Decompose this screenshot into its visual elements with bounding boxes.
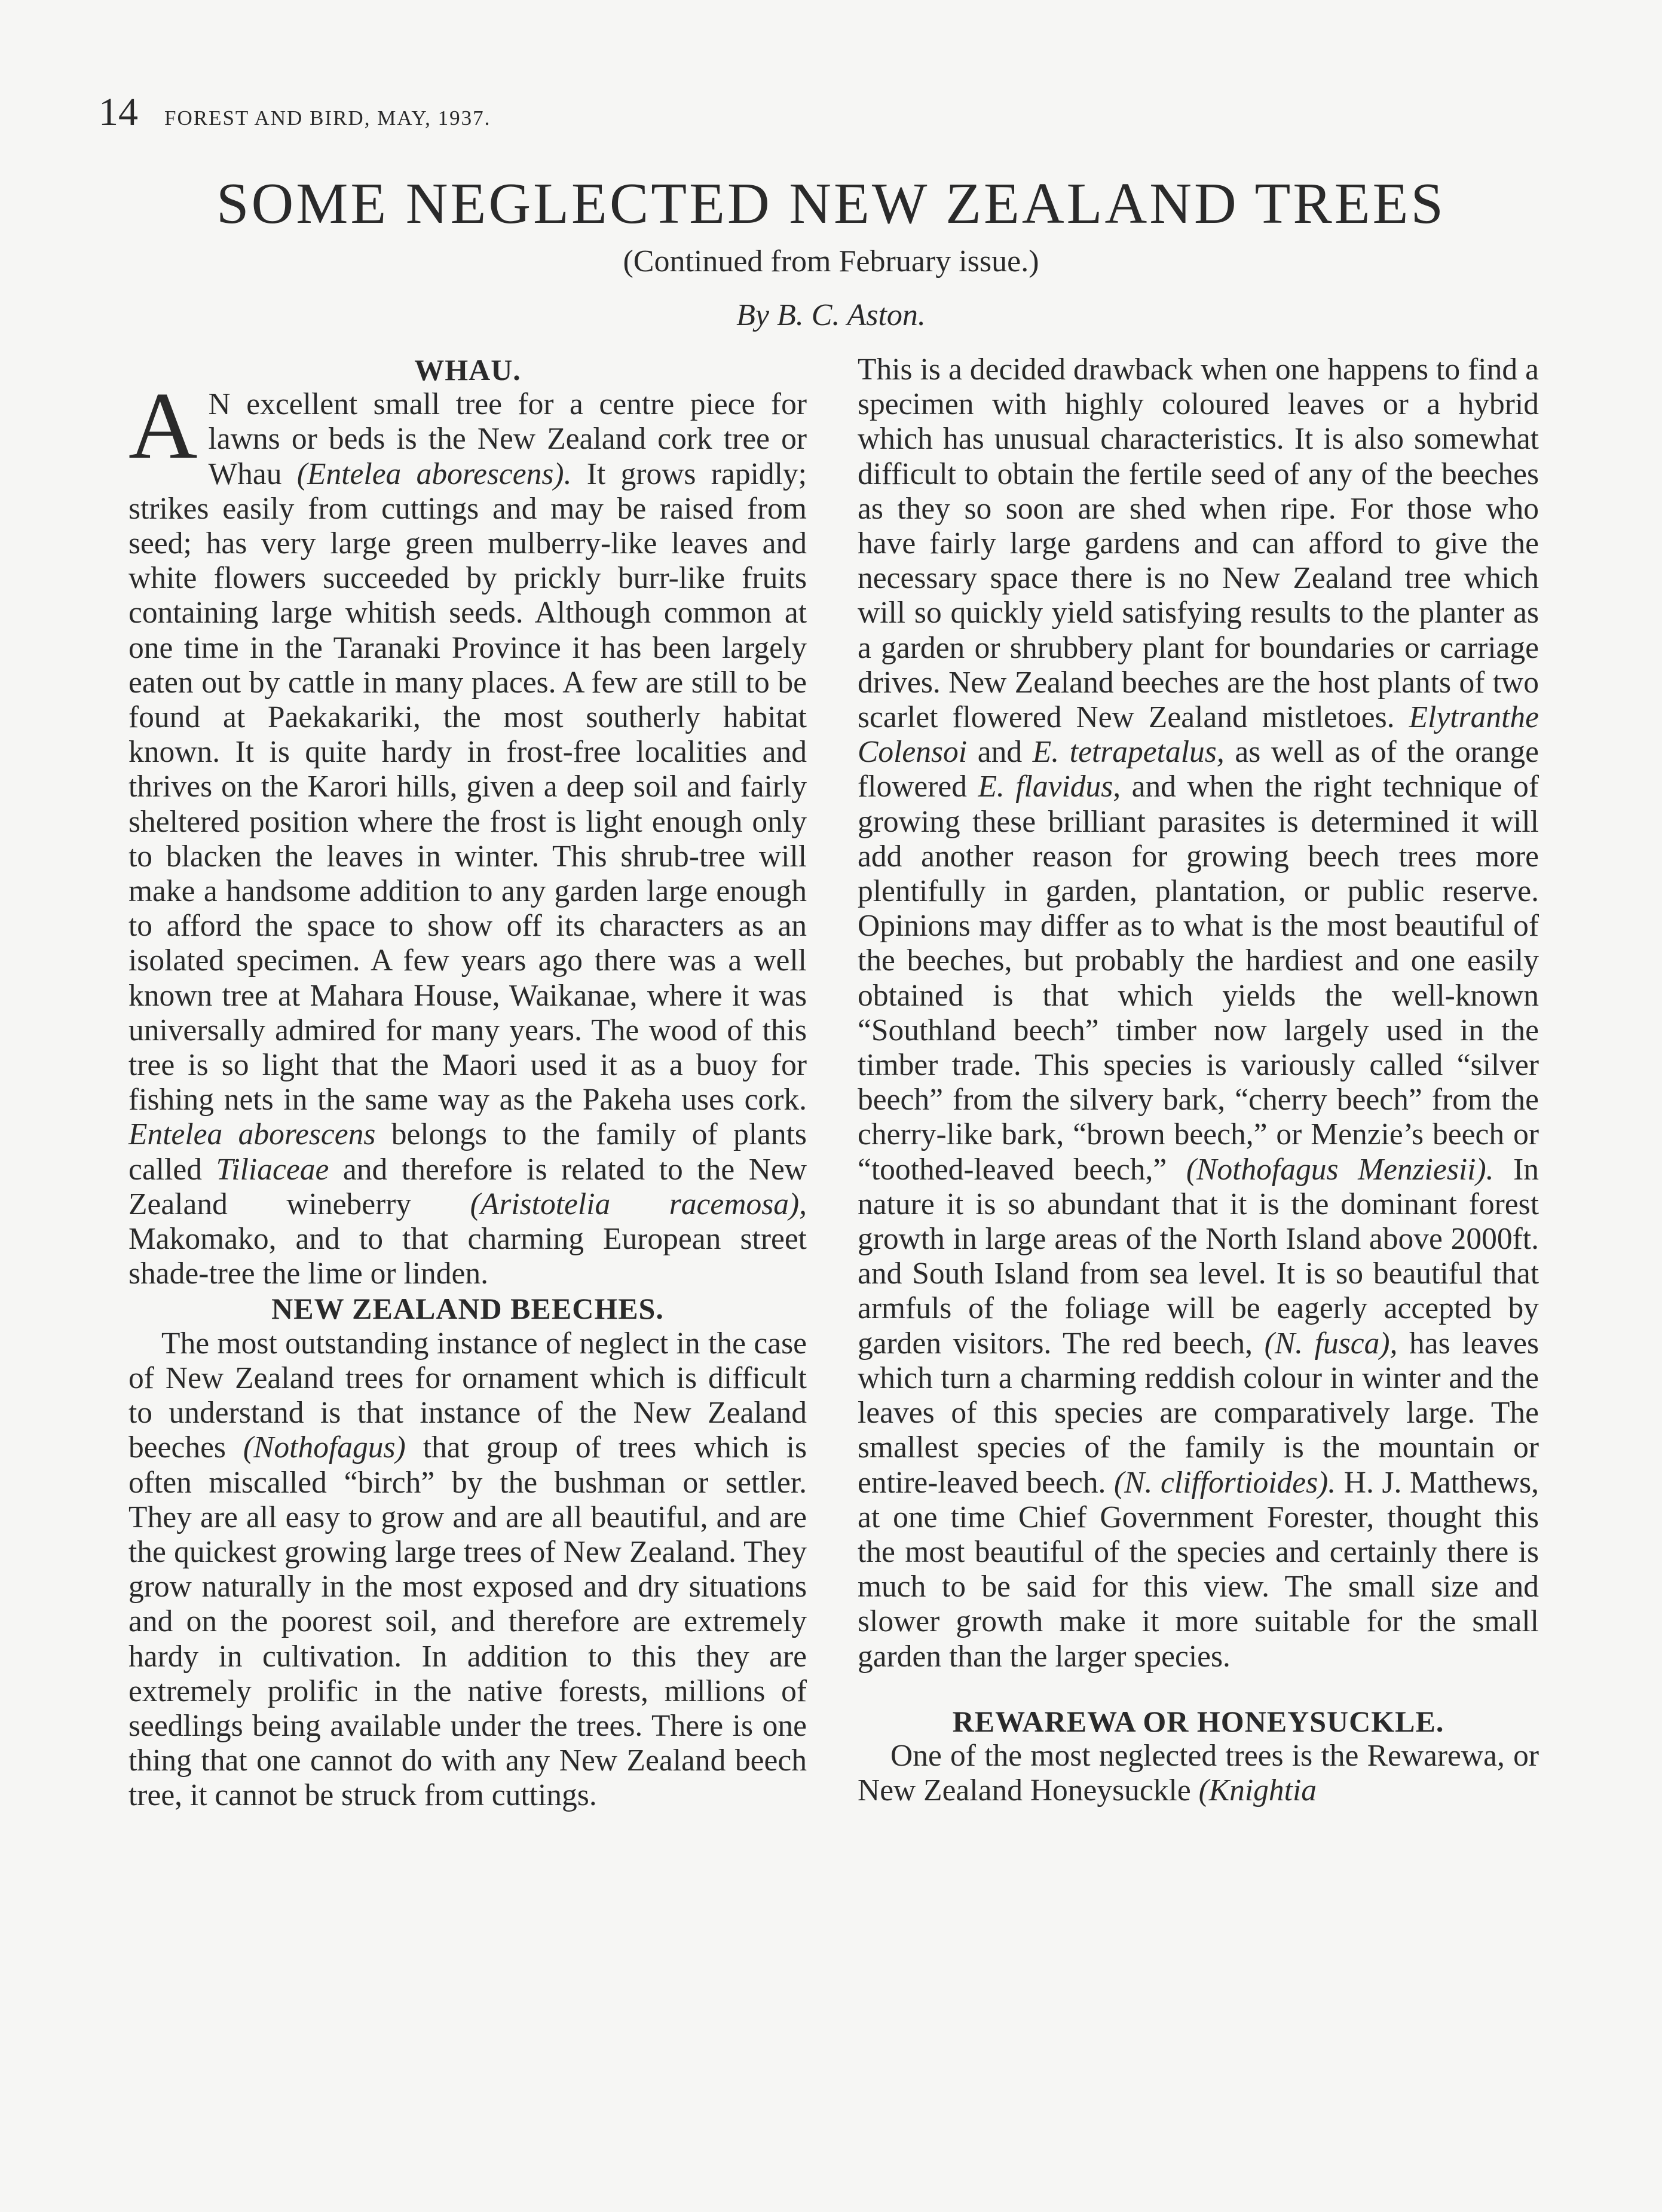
section-heading-beeches: NEW ZEALAND BEECHES. xyxy=(271,1292,664,1326)
article-title: SOME NEGLECTED NEW ZEALAND TREES xyxy=(216,171,1446,236)
beeches-paragraph-2: This is a decided drawback when one happens to find a specimen with highly coloured leaves or a hybrid which has unusual characteristics. It is also somewhat difficult to obtain the fertile seed of any of the beeches as they so soon are shed when ripe. For those who have fairly large gardens and can afford to give the necessary space there is no New Zealand tree which will so quickly yield satisfying results to the planter as a garden or shrubbery plant for boundaries or carriage drives. New Zealand beeches are the host plants of two scarlet flowered New Zealand mistletoes. Elytranthe Colensoi and E. tetrapetalus, as well as of the orange flowered E. flavidus, and when the right technique of growing these brilliant parasites is determined it will add another reason for growing beech trees more plentifully in garden, plantation, or public reserve. Opinions may differ as to what is the most beautiful of the beeches, but probably the hardiest and one easily obtained is that which yields the well-known “Southland beech” timber now largely used in the timber trade. This species is variously called “silver beech” from the silvery bark, “cherry beech” from the cherry-like bark, “brown beech,” or Menzie’s beech or “toothed-leaved beech,” (Nothofagus Menziesii). In nature it is so abundant that it is the dominant forest growth in large areas of the North Island above 2000ft. and South Island from sea level. It is so beautiful that armfuls of the foliage will be eagerly accepted by garden visitors. The red beech, (N. fusca), has leaves which turn a charming reddish colour in winter and the leaves of this species are comparatively large. The smallest species of the family is the mountain or entire-leaved beech. (N. cliffortioides). H. J. Matthews, at one time Chief Government Forester, thought this the most beautiful of the species and certainly there is much to be said for this view. The small size and slower growth make it more suitable for the small garden than the larger species. xyxy=(858,353,1539,1674)
article-subtitle: (Continued from February issue.) xyxy=(623,244,1039,278)
running-head xyxy=(99,90,491,137)
right-column xyxy=(858,353,1539,1808)
left-column xyxy=(128,353,807,1813)
section-heading-rewarewa: REWAREWA OR HONEYSUCKLE. xyxy=(952,1704,1444,1738)
page-number: 14 xyxy=(99,90,138,134)
rewarewa-paragraph: One of the most neglected trees is the Rewarewa, or New Zealand Honeysuckle (Knightia xyxy=(858,1738,1539,1808)
journal-issue-line: FOREST AND BIRD, MAY, 1937. xyxy=(164,106,491,130)
beeches-paragraph-1: The most outstanding instance of neglect in the case of New Zealand trees for ornament which is difficult to understand is that instance of the New Zealand beeches (Nothofagus) that group of trees which is often miscalled “birch” by the bushman or settler. They are all easy to grow and are all beautiful, and are the quickest growing large trees of New Zealand. They grow naturally in the most exposed and dry situations and on the poorest soil, and therefore are extremely hardy in cultivation. In addition to this they are extremely prolific in the native forests, millions of seedlings being available under the trees. There is one thing that one cannot do with any New Zealand beech tree, it cannot be struck from cuttings. xyxy=(128,1326,807,1813)
whau-paragraph: A N excellent small tree for a centre piece for lawns or beds is the New Zealand cork tree or Whau (Entelea aborescens). It grows rapidly; strikes easily from cuttings and may be raised from seed; has very large green mulberry-like leaves and white flowers succeeded by prickly burr-like fruits containing large whitish seeds. Although common at one time in the Taranaki Province it has been largely eaten out by cattle in many places. A few are still to be found at Paekakariki, the most southerly habitat known. It is quite hardy in frost-free localities and thrives on the Karori hills, given a deep soil and fairly sheltered position where the frost is light enough only to blacken the leaves in winter. This shrub-tree will make a handsome addition to any garden large enough to afford the space to show off its characters as an isolated specimen. A few years ago there was a well known tree at Mahara House, Waikanae, where it was universally admired for many years. The wood of this tree is so light that the Maori used it as a buoy for fishing nets in the same way as the Pakeha uses cork. Entelea aborescens belongs to the family of plants called Tiliaceae and therefore is related to the New Zealand wineberry (Aristotelia racemosa), Makomako, and to that charming European street shade-tree the lime or linden. xyxy=(128,372,807,1291)
article-byline: By B. C. Aston. xyxy=(736,298,926,332)
drop-cap: A xyxy=(128,372,198,479)
section-heading-whau: WHAU. xyxy=(414,353,521,387)
